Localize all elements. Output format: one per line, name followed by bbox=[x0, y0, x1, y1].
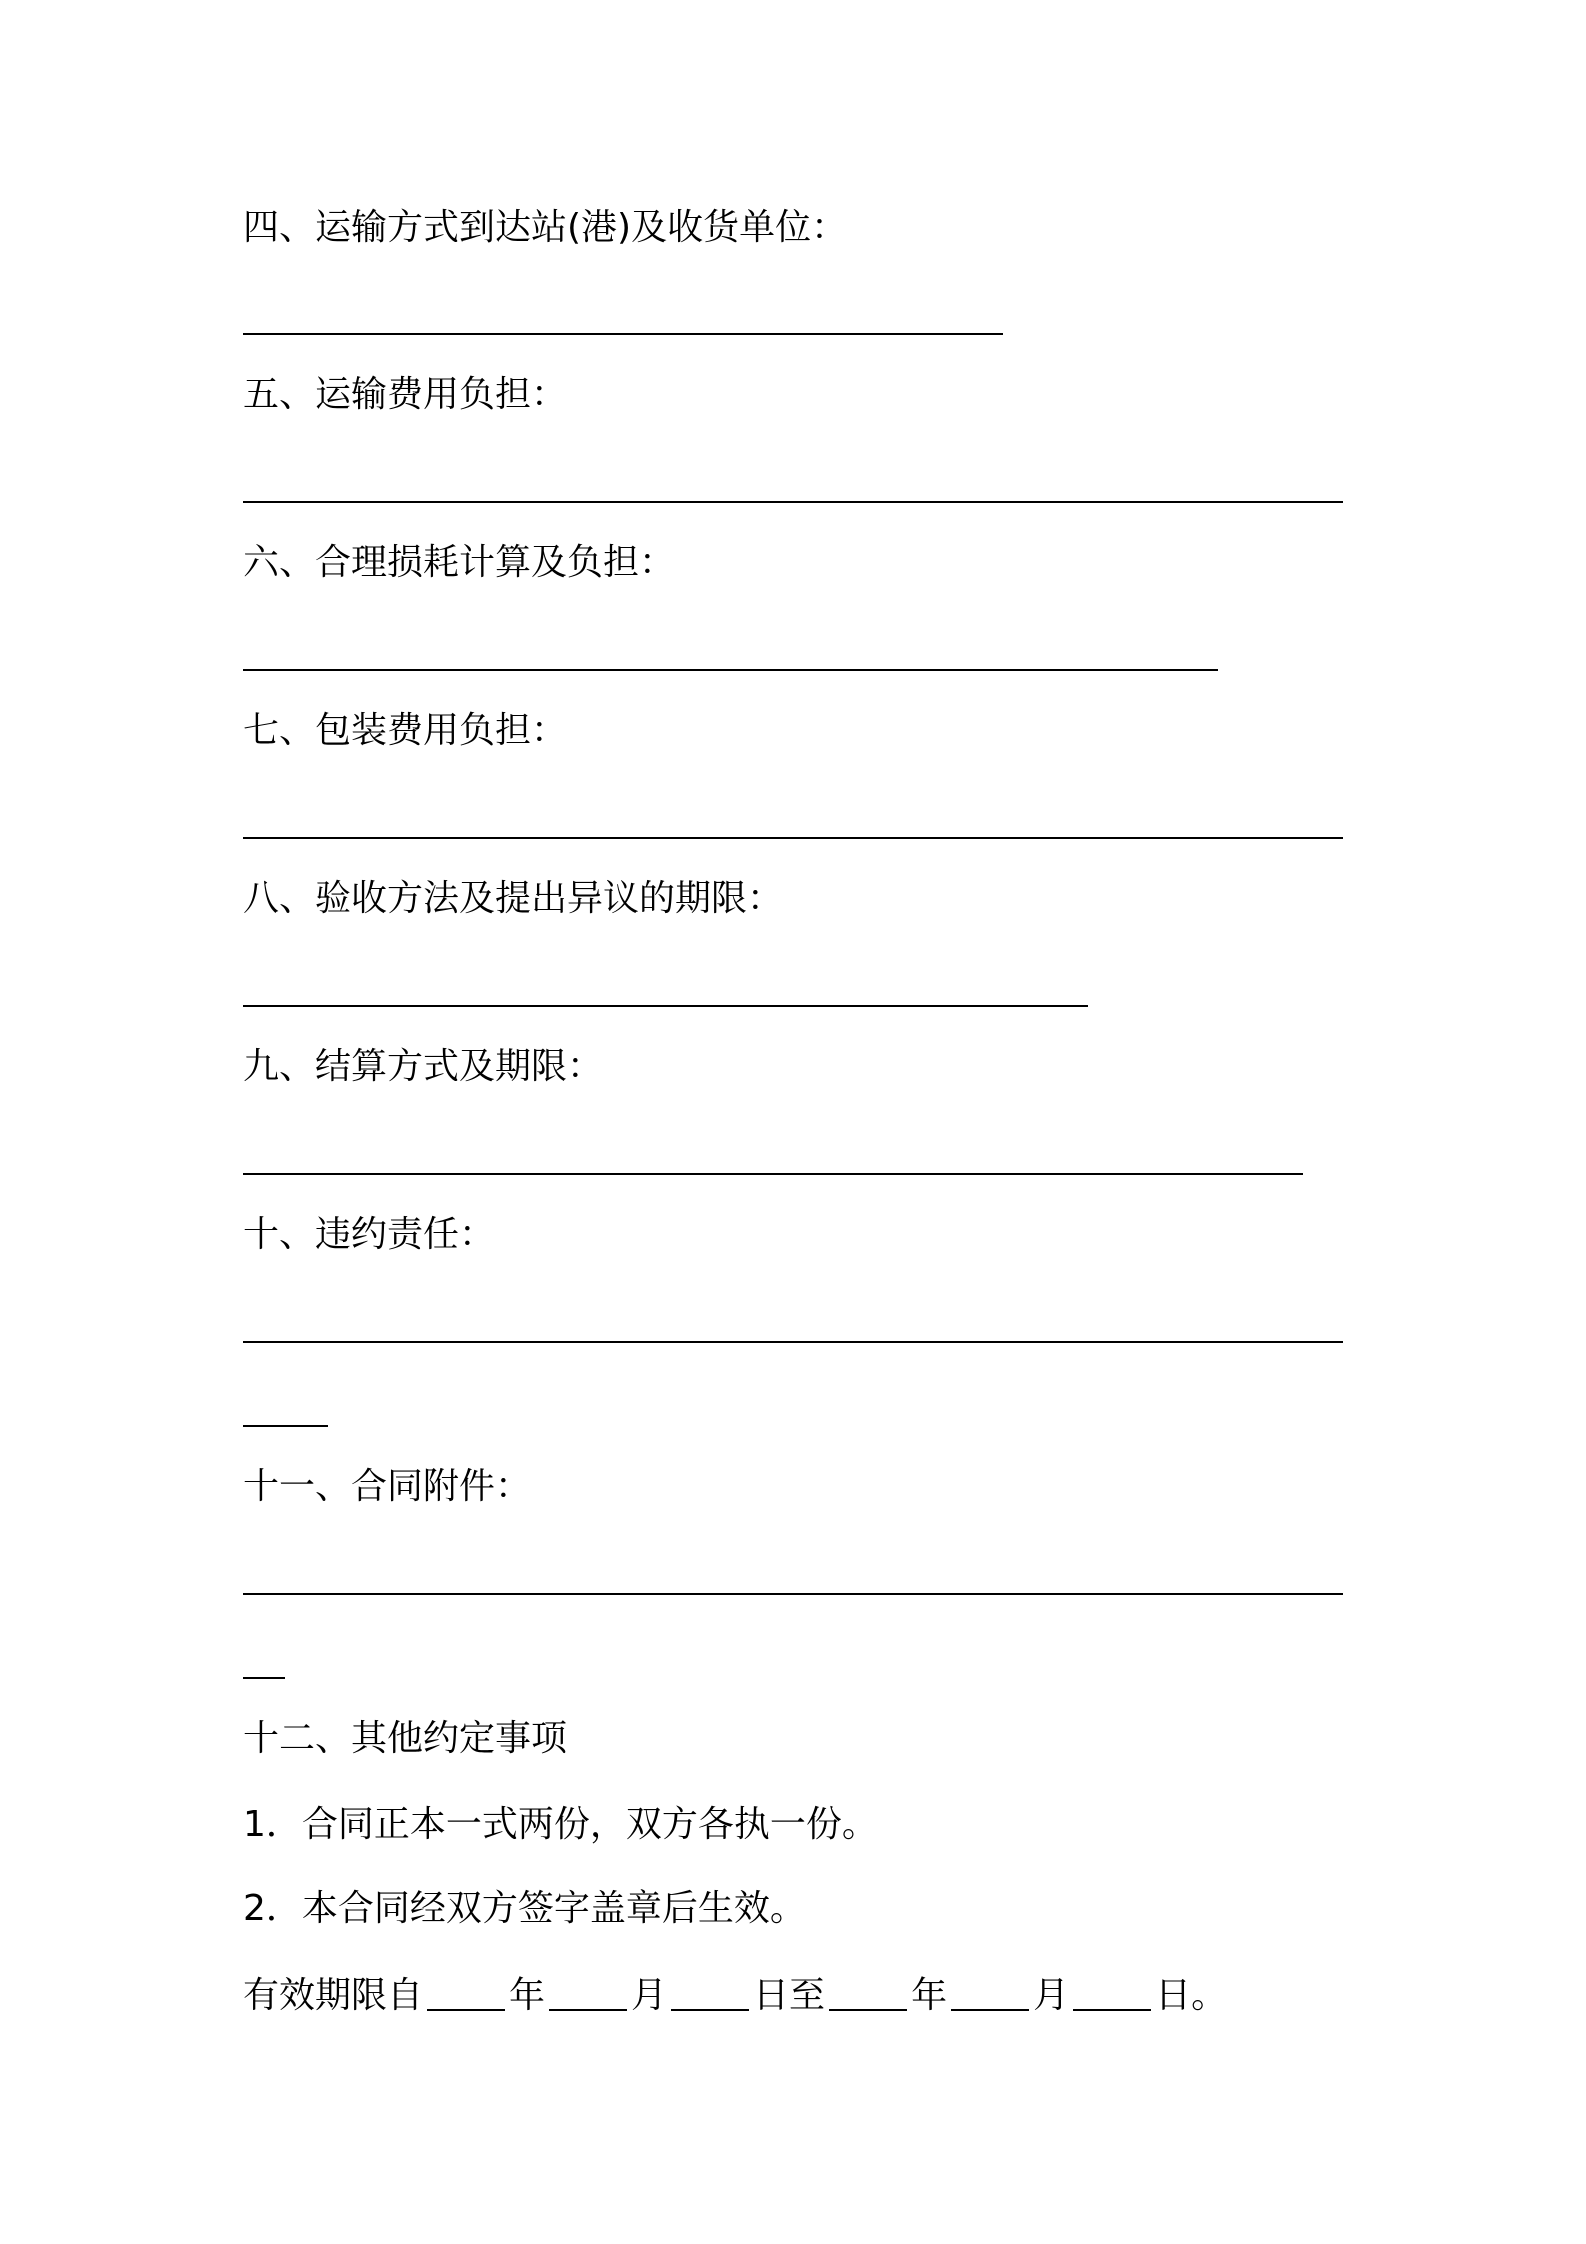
fill-line bbox=[243, 501, 1343, 503]
validity-month-end: 月 bbox=[1033, 1975, 1070, 2016]
fill-line bbox=[243, 1593, 1343, 1595]
fill-line bbox=[243, 1341, 1343, 1343]
validity-prefix: 有效期限自 bbox=[243, 1975, 424, 2016]
blank-start-month bbox=[549, 1975, 627, 2011]
fill-line bbox=[243, 669, 1218, 671]
section-heading-10: 十、违约责任： bbox=[243, 1214, 496, 1255]
section-heading-4: 四、运输方式到达站(港)及收货单位： bbox=[243, 207, 848, 248]
section-heading-7: 七、包装费用负担： bbox=[243, 710, 568, 751]
fill-line bbox=[243, 1005, 1088, 1007]
section-heading-5: 五、运输费用负担： bbox=[243, 374, 568, 415]
blank-end-day bbox=[1073, 1975, 1151, 2011]
validity-period bbox=[243, 1971, 1227, 2018]
blank-start-day bbox=[671, 1975, 749, 2011]
validity-year-start: 年 bbox=[509, 1975, 546, 2016]
section-heading-11: 十一、合同附件： bbox=[243, 1466, 532, 1507]
blank-end-year bbox=[829, 1975, 907, 2011]
validity-day-start: 日至 bbox=[753, 1975, 826, 2016]
blank-end-month bbox=[951, 1975, 1029, 2011]
validity-day-end: 日。 bbox=[1155, 1975, 1228, 2016]
clause-2: 2．本合同经双方签字盖章后生效。 bbox=[243, 1888, 806, 1929]
fill-line-continuation bbox=[243, 1677, 285, 1679]
clause-1: 1．合同正本一式两份，双方各执一份。 bbox=[243, 1804, 878, 1845]
section-heading-8: 八、验收方法及提出异议的期限： bbox=[243, 878, 784, 919]
section-heading-6: 六、合理损耗计算及负担： bbox=[243, 542, 676, 583]
section-heading-9: 九、结算方式及期限： bbox=[243, 1046, 604, 1087]
fill-line bbox=[243, 837, 1343, 839]
validity-year-end: 年 bbox=[911, 1975, 948, 2016]
fill-line bbox=[243, 333, 1003, 335]
fill-line bbox=[243, 1173, 1303, 1175]
validity-month-start: 月 bbox=[631, 1975, 668, 2016]
fill-line-continuation bbox=[243, 1425, 328, 1427]
blank-start-year bbox=[427, 1975, 505, 2011]
section-heading-12: 十二、其他约定事项 bbox=[243, 1718, 568, 1759]
